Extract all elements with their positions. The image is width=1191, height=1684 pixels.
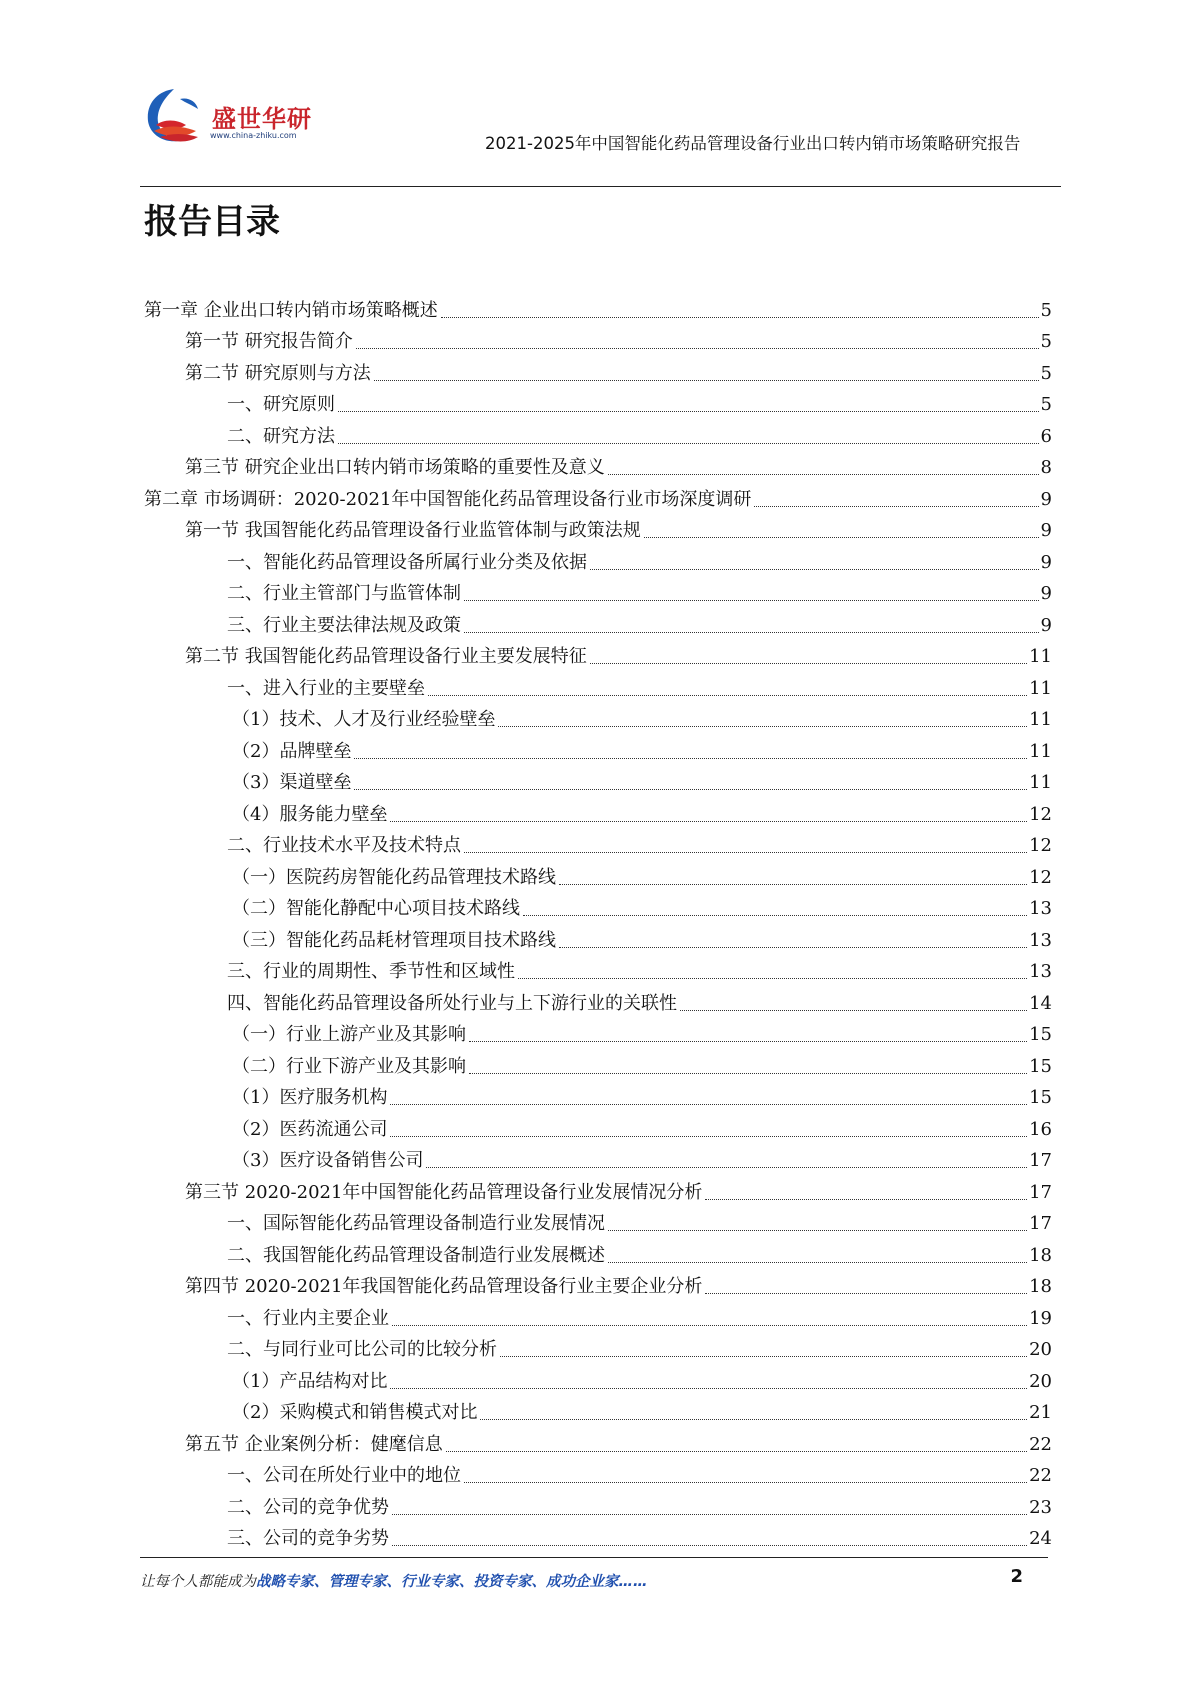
toc-dot-leader (392, 1514, 1027, 1515)
toc-dot-leader (374, 380, 1039, 381)
toc-entry-page: 5 (1040, 394, 1052, 415)
logo-url: www.china-zhiku.com (210, 131, 297, 140)
report-header-title: 2021-2025年中国智能化药品管理设备行业出口转内销市场策略研究报告 (485, 134, 1021, 153)
toc-dot-leader (705, 1199, 1027, 1200)
toc-entry-page: 13 (1029, 961, 1052, 982)
toc-entry[interactable] (144, 952, 1052, 984)
toc-dot-leader (754, 506, 1038, 507)
toc-dot-leader (464, 600, 1039, 601)
toc-entry[interactable] (144, 889, 1052, 921)
toc-entry-page: 12 (1029, 866, 1052, 888)
toc-entry[interactable] (144, 857, 1052, 889)
toc-entry[interactable] (144, 574, 1052, 606)
toc-entry-page: 11 (1029, 772, 1052, 793)
toc-dot-leader (498, 726, 1027, 727)
toc-dot-leader (464, 1482, 1027, 1483)
toc-entry-title: （2）品牌壁垒 (232, 740, 352, 762)
toc-entry[interactable] (144, 700, 1052, 732)
toc-dot-leader (559, 884, 1027, 885)
toc-entry-title: 四、智能化药品管理设备所处行业与上下游行业的关联性 (227, 992, 677, 1014)
toc-entry-page: 12 (1029, 803, 1052, 825)
toc-dot-leader (559, 947, 1027, 948)
toc-dot-leader (644, 537, 1039, 538)
toc-entry[interactable] (144, 353, 1052, 385)
toc-entry-title: 一、行业内主要企业 (227, 1307, 389, 1329)
toc-dot-leader (446, 1451, 1027, 1452)
toc-entry-title: 第二节 研究原则与方法 (185, 362, 371, 384)
toc-dot-leader (426, 1167, 1027, 1168)
toc-dot-leader (441, 317, 1039, 318)
toc-entry-title: （1）医疗服务机构 (232, 1087, 388, 1108)
toc-dot-leader (464, 852, 1027, 853)
toc-entry[interactable] (144, 511, 1052, 543)
toc-entry-page: 20 (1029, 1339, 1052, 1360)
toc-entry-page: 17 (1029, 1150, 1052, 1171)
toc-dot-leader (590, 569, 1039, 570)
toc-entry-page: 13 (1029, 898, 1052, 919)
toc-entry[interactable] (144, 983, 1052, 1015)
toc-entry-title: （3）医疗设备销售公司 (232, 1150, 424, 1171)
toc-entry-title: 第一节 研究报告简介 (185, 331, 353, 352)
toc-entry[interactable] (144, 1204, 1052, 1236)
toc-entry[interactable] (144, 1487, 1052, 1519)
toc-entry-title: 第一节 我国智能化药品管理设备行业监管体制与政策法规 (185, 520, 641, 541)
toc-dot-leader (390, 1388, 1027, 1389)
toc-entry-page: 22 (1029, 1433, 1052, 1455)
toc-entry[interactable] (144, 1141, 1052, 1173)
toc-entry-page: 11 (1029, 677, 1052, 699)
toc-entry[interactable] (144, 385, 1052, 417)
toc-entry-title: 第一章 企业出口转内销市场策略概述 (144, 299, 438, 321)
toc-entry-title: 第三节 2020-2021年中国智能化药品管理设备行业发展情况分析 (185, 1181, 703, 1203)
toc-entry-page: 24 (1029, 1528, 1052, 1549)
toc-entry-page: 6 (1040, 425, 1052, 447)
toc-entry-page: 5 (1040, 299, 1052, 321)
toc-entry-page: 11 (1029, 646, 1052, 667)
footer-slogan-highlight: 战略专家、管理专家、行业专家、投资专家、成功企业家…… (256, 1574, 648, 1590)
toc-entry-page: 13 (1029, 929, 1052, 951)
toc-entry[interactable] (144, 763, 1052, 795)
toc-entry[interactable] (144, 1393, 1052, 1425)
toc-dot-leader (500, 1356, 1027, 1357)
toc-entry-title: 第三节 研究企业出口转内销市场策略的重要性及意义 (185, 457, 605, 478)
toc-dot-leader (590, 663, 1027, 664)
toc-entry-title: 第四节 2020-2021年我国智能化药品管理设备行业主要企业分析 (185, 1276, 703, 1297)
toc-entry[interactable] (144, 1456, 1052, 1488)
toc-entry-page: 12 (1029, 835, 1052, 856)
toc-entry-title: （三）智能化药品耗材管理项目技术路线 (232, 929, 556, 951)
toc-entry[interactable] (144, 1330, 1052, 1362)
toc-entry-title: 三、公司的竞争劣势 (227, 1528, 389, 1549)
toc-entry-title: （1）技术、人才及行业经验壁垒 (232, 709, 496, 730)
toc-entry-title: 一、智能化药品管理设备所属行业分类及依据 (227, 551, 587, 573)
toc-entry-page: 15 (1029, 1055, 1052, 1077)
toc-entry-title: 三、行业主要法律法规及政策 (227, 614, 461, 636)
toc-entry[interactable] (144, 1361, 1052, 1393)
toc-entry-title: 二、行业技术水平及技术特点 (227, 835, 461, 856)
toc-dot-leader (338, 443, 1039, 444)
toc-entry-page: 15 (1029, 1087, 1052, 1108)
toc-entry-page: 11 (1029, 740, 1052, 762)
toc-dot-leader (469, 1073, 1027, 1074)
toc-dot-leader (608, 474, 1039, 475)
toc-entry-page: 21 (1029, 1402, 1052, 1423)
toc-entry-page: 9 (1040, 551, 1052, 573)
toc-entry[interactable] (144, 1172, 1052, 1204)
page-title: 报告目录 (144, 202, 280, 242)
toc-entry-title: （一）行业上游产业及其影响 (232, 1024, 466, 1045)
toc-entry-title: （一）医院药房智能化药品管理技术路线 (232, 866, 556, 888)
toc-entry-page: 16 (1029, 1118, 1052, 1140)
toc-dot-leader (390, 1104, 1027, 1105)
toc-entry[interactable] (144, 1015, 1052, 1047)
toc-entry[interactable] (144, 920, 1052, 952)
toc-dot-leader (338, 411, 1039, 412)
toc-entry[interactable] (144, 637, 1052, 669)
toc-entry[interactable] (144, 731, 1052, 763)
toc-dot-leader (428, 695, 1027, 696)
toc-dot-leader (392, 1325, 1027, 1326)
footer-slogan (140, 1570, 648, 1591)
toc-dot-leader (356, 348, 1039, 349)
toc-dot-leader (469, 1041, 1027, 1042)
toc-entry[interactable] (144, 1046, 1052, 1078)
toc-entry-page: 14 (1029, 992, 1052, 1014)
toc-dot-leader (608, 1262, 1027, 1263)
toc-entry-title: （2）采购模式和销售模式对比 (232, 1402, 478, 1423)
toc-dot-leader (608, 1230, 1027, 1231)
toc-entry-page: 8 (1040, 457, 1052, 478)
toc-entry-page: 5 (1040, 331, 1052, 352)
toc-entry-title: 二、研究方法 (227, 425, 335, 447)
footer-slogan-prefix: 让每个人都能成为 (140, 1574, 256, 1590)
toc-entry-page: 5 (1040, 362, 1052, 384)
toc-entry-page: 23 (1029, 1496, 1052, 1518)
page-number: 2 (1010, 1566, 1023, 1587)
toc-entry-title: 三、行业的周期性、季节性和区域性 (227, 961, 515, 982)
toc-entry[interactable] (144, 542, 1052, 574)
toc-dot-leader (480, 1419, 1027, 1420)
toc-entry[interactable] (144, 668, 1052, 700)
toc-dot-leader (518, 978, 1027, 979)
toc-entry-page: 9 (1040, 488, 1052, 510)
toc-entry[interactable] (144, 1235, 1052, 1267)
toc-entry-title: 第二节 我国智能化药品管理设备行业主要发展特征 (185, 646, 587, 667)
toc-dot-leader (354, 758, 1027, 759)
toc-entry-title: 第二章 市场调研：2020-2021年中国智能化药品管理设备行业市场深度调研 (144, 488, 752, 510)
toc-entry[interactable] (144, 416, 1052, 448)
toc-entry[interactable] (144, 290, 1052, 322)
table-of-contents (144, 290, 1052, 1550)
toc-entry-title: 一、进入行业的主要壁垒 (227, 677, 425, 699)
header-divider (140, 186, 1061, 187)
toc-entry-page: 20 (1029, 1370, 1052, 1392)
toc-entry[interactable] (144, 1519, 1052, 1551)
toc-entry-page: 17 (1029, 1213, 1052, 1234)
toc-entry-title: （3）渠道壁垒 (232, 772, 352, 793)
toc-entry[interactable] (144, 1424, 1052, 1456)
toc-entry-title: （4）服务能力壁垒 (232, 803, 388, 825)
toc-entry-title: 一、公司在所处行业中的地位 (227, 1465, 461, 1486)
toc-dot-leader (390, 821, 1027, 822)
toc-entry-title: （二）智能化静配中心项目技术路线 (232, 898, 520, 919)
toc-entry[interactable] (144, 605, 1052, 637)
toc-entry[interactable] (144, 479, 1052, 511)
toc-entry-title: （二）行业下游产业及其影响 (232, 1055, 466, 1077)
toc-entry-page: 22 (1029, 1465, 1052, 1486)
toc-entry-title: 二、公司的竞争优势 (227, 1496, 389, 1518)
toc-dot-leader (390, 1136, 1027, 1137)
toc-entry-page: 15 (1029, 1024, 1052, 1045)
toc-entry-page: 18 (1029, 1244, 1052, 1266)
toc-entry[interactable] (144, 1267, 1052, 1299)
toc-entry-title: 一、研究原则 (227, 394, 335, 415)
toc-entry[interactable] (144, 322, 1052, 354)
toc-entry-title: 二、行业主管部门与监管体制 (227, 583, 461, 604)
toc-entry-page: 9 (1040, 583, 1052, 604)
toc-entry-page: 9 (1040, 614, 1052, 636)
toc-dot-leader (464, 632, 1039, 633)
logo-text: 盛世华研 (212, 105, 312, 133)
toc-entry-title: （1）产品结构对比 (232, 1370, 388, 1392)
toc-entry-title: 第五节 企业案例分析：健麾信息 (185, 1433, 443, 1455)
toc-entry-page: 9 (1040, 520, 1052, 541)
toc-entry-title: （2）医药流通公司 (232, 1118, 388, 1140)
footer-divider (140, 1557, 1048, 1558)
toc-entry[interactable] (144, 794, 1052, 826)
toc-dot-leader (354, 789, 1027, 790)
toc-dot-leader (680, 1010, 1027, 1011)
toc-entry[interactable] (144, 448, 1052, 480)
toc-dot-leader (392, 1545, 1027, 1546)
toc-entry[interactable] (144, 1078, 1052, 1110)
toc-dot-leader (705, 1293, 1027, 1294)
toc-entry-page: 11 (1029, 709, 1052, 730)
toc-entry-page: 17 (1029, 1181, 1052, 1203)
toc-entry-title: 二、我国智能化药品管理设备制造行业发展概述 (227, 1244, 605, 1266)
toc-entry[interactable] (144, 826, 1052, 858)
toc-entry-page: 19 (1029, 1307, 1052, 1329)
toc-dot-leader (523, 915, 1027, 916)
toc-entry-title: 二、与同行业可比公司的比较分析 (227, 1339, 497, 1360)
toc-entry[interactable] (144, 1298, 1052, 1330)
toc-entry-page: 18 (1029, 1276, 1052, 1297)
toc-entry-title: 一、国际智能化药品管理设备制造行业发展情况 (227, 1213, 605, 1234)
toc-entry[interactable] (144, 1109, 1052, 1141)
